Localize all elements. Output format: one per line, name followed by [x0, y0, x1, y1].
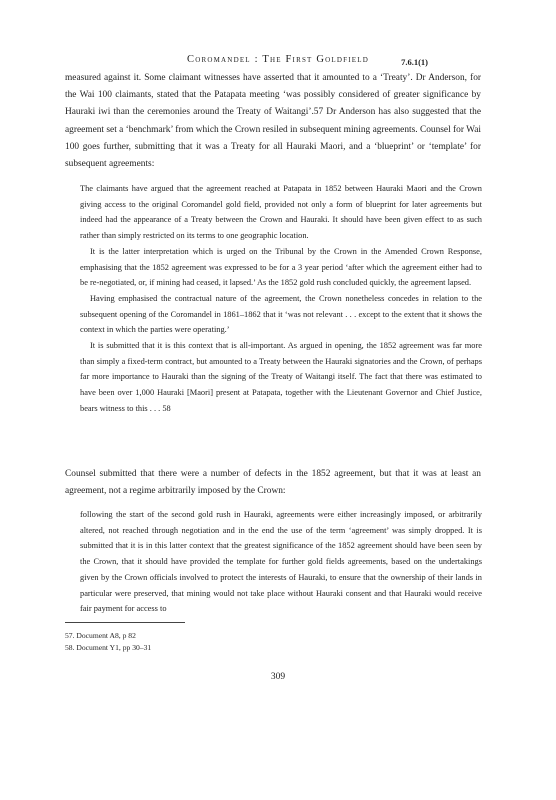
page-number: 309 — [270, 672, 286, 682]
footnote-58: 58. Document Y1, pp 30–31 — [65, 643, 152, 652]
block-quote-2: following the start of the second gold rush in Hauraki, agreements were either increasingly imposed, or arbitrarily altered, not reached through negotiation and in the end the use of the term ‘agreement’ was simply dropped. It is submitted that it is in this latter context that the greatest significance of the 1852 agreement should have been seen by the Crown, that it should have provided the template for further gold fields agreements, based on the undertakings given by the Crown officials involved to protect the interests of Hauraki, to ensure that the ownership of their lands in particular were preserved, that mining would not take place without Hauraki consent and that Hauraki would receive fair payment for access to — [80, 510, 482, 614]
quote1-paragraph-3: Having emphasised the contractual nature of the agreement, the Crown nonetheless concedes in relation to the subsequent opening of the Coromandel in 1861–1862 that it ‘was not relevant . . . except to the extent that it shows the context in which the parties were operating.’ — [80, 293, 482, 335]
paragraph-intro: measured against it. Some claimant witnesses have asserted that it amounted to a ‘Treaty’. Dr Anderson, for the Wai 100 claimants, stated that the Patapata meeting ‘was possibly considered of greater significance by Hauraki iwi than the ceremonies around the Treaty of Waitangi’.57 Dr Anderson has also suggested that the agreement set a ‘benchmark’ from which the Crown resiled in subsequent mining agreements. Counsel for Wai 100 goes further, submitting that it was a Treaty for all Hauraki Maori, and a ‘blueprint’ or ‘template’ for subsequent agreements: — [65, 73, 481, 170]
block-quote-1 — [80, 181, 482, 417]
quote1-paragraph-4: It is submitted that it is this context that is all-important. As argued in opening, the 1852 agreement was far more than simply a fixed-term contract, but amounted to a Treaty between the Hauraki signatories and the Crown, of perhaps far more importance to Hauraki than the signing of the Treaty of Waitangi itself. The fact that there was estimated to have been over 1,000 Hauraki [Maori] present at Patapata, together with the Lieutenant Governor and Chief Justice, bears witness to this . . . 58 — [80, 341, 482, 413]
footnote-57: 57. Document A8, p 82 — [65, 631, 136, 640]
quote1-paragraph-1: The claimants have argued that the agreement reached at Patapata in 1852 between Hauraki Maori and the Crown giving access to the original Coromandel gold field, provided not only a form of blueprint for later agreements but indeed had the appearance of a Treaty between the Crown and Hauraki. It should have been given effect to as such rather than simply restricted on its terms to one geographic location. — [80, 184, 482, 241]
paragraph-counsel: Counsel submitted that there were a number of defects in the 1852 agreement, but that it was at least an agreement, not a regime arbitrarily imposed by the Crown: — [65, 469, 481, 497]
quote1-paragraph-2: It is the latter interpretation which is urged on the Tribunal by the Crown in the Amended Crown Response, emphasising that the 1852 agreement was expressed to be for a 3 year period ‘after which the agreement either had to be re-negotiated, or, if mining had ceased, it lapsed.’ As the 1852 gold rush concluded quickly, the agreement lapsed. — [80, 246, 482, 288]
section-number: 7.6.1(1) — [401, 57, 428, 67]
footnote-divider — [65, 622, 185, 623]
running-head: Coromandel : The First Goldfield — [187, 54, 369, 65]
